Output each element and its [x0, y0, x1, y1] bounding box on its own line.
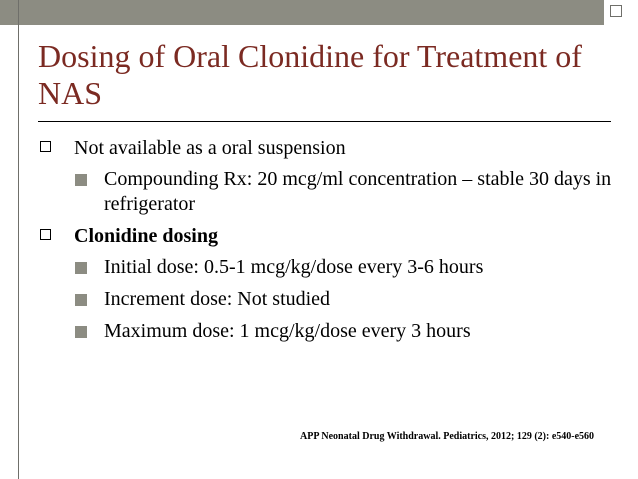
sub-bullet-text: Increment dose: Not studied — [104, 288, 331, 310]
bullet-list — [38, 136, 618, 351]
title-underline-rule — [38, 121, 611, 122]
sub-bullet-list — [74, 167, 618, 217]
bullet-text: Not available as a oral suspension — [74, 137, 346, 159]
sub-bullet-item — [74, 167, 618, 217]
sub-bullet-item — [74, 319, 618, 344]
citation: APP Neonatal Drug Withdrawal. Pediatrics, 2012; 129 (2): e540-e560 — [300, 431, 595, 442]
top-band — [0, 0, 638, 25]
filled-square-bullet-icon — [75, 294, 87, 306]
filled-square-bullet-icon — [75, 174, 87, 186]
bullet-text: Clonidine dosing — [74, 225, 218, 247]
sub-bullet-list — [74, 255, 618, 344]
filled-square-bullet-icon — [75, 326, 87, 338]
hollow-square-bullet-icon — [40, 229, 51, 240]
filled-square-bullet-icon — [75, 262, 87, 274]
sub-bullet-item — [74, 255, 618, 280]
sub-bullet-text: Maximum dose: 1 mcg/kg/dose every 3 hours — [104, 320, 471, 342]
sub-bullet-item — [74, 287, 618, 312]
bullet-item-availability — [38, 136, 618, 217]
corner-square-decoration — [610, 5, 622, 17]
bullet-item-dosing — [38, 224, 618, 344]
top-accent-bar — [0, 0, 604, 25]
sub-bullet-text: Compounding Rx: 20 mcg/ml concentration – stable 30 days in refrigerator — [104, 168, 612, 215]
hollow-square-bullet-icon — [40, 141, 51, 152]
left-vertical-rule — [18, 0, 19, 479]
slide-title: Dosing of Oral Clonidine for Treatment of NAS — [38, 38, 582, 111]
sub-bullet-text: Initial dose: 0.5-1 mcg/kg/dose every 3-6 hours — [104, 256, 484, 278]
